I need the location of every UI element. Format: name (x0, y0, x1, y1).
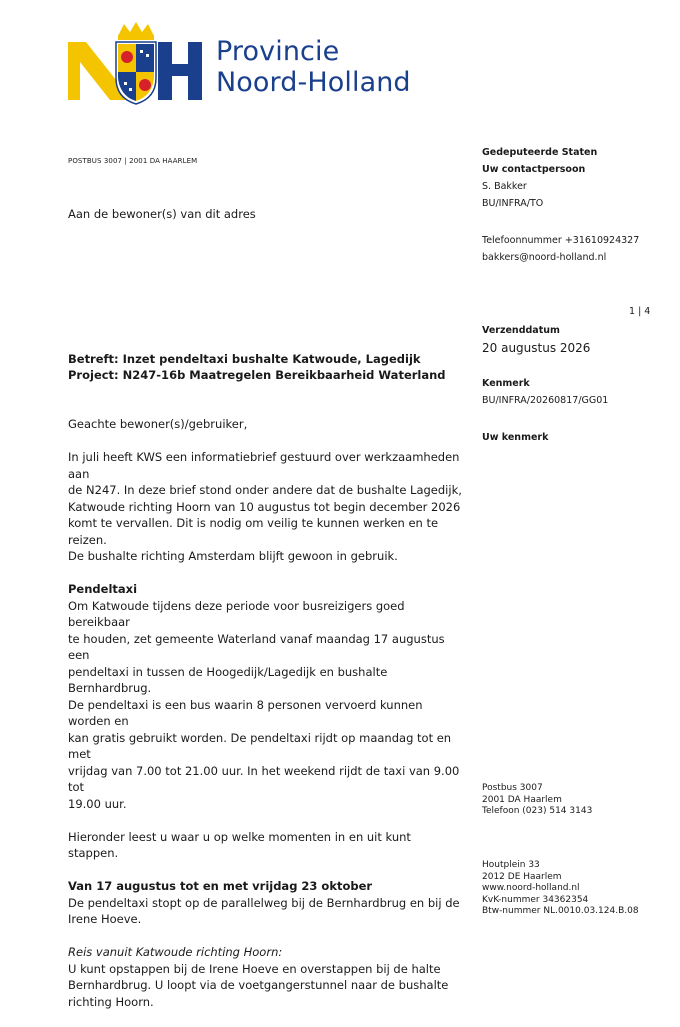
line: pendeltaxi in tussen de Hoogedijk/Lagedijk en bushalte Bernhardbrug. (68, 664, 388, 695)
subject-block (68, 351, 446, 383)
line: Katwoude richting Hoorn van 10 augustus tot begin december 2026 (68, 499, 461, 514)
contact-details (482, 232, 639, 266)
line: komt te vervallen. Dit is nodig om veilig te kunnen werken en te reizen. (68, 516, 439, 547)
paragraph-overview: Hieronder leest u waar u op welke momenten in en uit kunt stappen. (68, 829, 411, 860)
line: U kunt opstappen bij de Irene Hoeve en overstappen bij de halte (68, 961, 441, 976)
section-route (68, 944, 463, 1010)
contact-block (482, 144, 597, 212)
line: te houden, zet gemeente Waterland vanaf maandag 17 augustus een (68, 631, 445, 662)
date-value: 20 augustus 2026 (482, 341, 591, 355)
line: Bernhardbrug. U loopt via de voetgangerstunnel naar de bushalte (68, 978, 449, 992)
line: De pendeltaxi stopt op de parallelweg bij de Bernhardbrug en bij de (68, 895, 460, 910)
heading-pendeltaxi: Pendeltaxi (68, 582, 138, 596)
heading-route: Reis vanuit Katwoude richting Hoorn: (68, 945, 283, 959)
logo-line-2: Noord-Holland (216, 67, 411, 98)
line: de N247. In deze brief stond onder andere dat de bushalte Lagedijk, (68, 483, 462, 497)
footer-line: KvK-nummer 34362354 (482, 894, 589, 905)
footer-website[interactable]: www.noord-holland.nl (482, 883, 580, 893)
contact-unit: BU/INFRA/TO (482, 198, 544, 209)
return-address: POSTBUS 3007 | 2001 DA HAARLEM (68, 157, 198, 165)
footer-line: Houtplein 33 (482, 860, 540, 870)
line: 19.00 uur. (68, 796, 127, 811)
reference-block (482, 375, 608, 409)
greeting: Geachte bewoner(s)/gebruiker, (68, 417, 248, 431)
line: Irene Hoeve. (68, 912, 142, 926)
heading-period: Van 17 augustus tot en met vrijdag 23 oktober (68, 879, 373, 893)
page-number: 1 | 4 (629, 306, 651, 317)
logo-line-1: Provincie (216, 36, 340, 67)
line: kan gratis gebruikt worden. De pendeltaxi rijdt op maandag tot en met (68, 730, 452, 761)
footer-line: Postbus 3007 (482, 783, 543, 793)
footer-line: Telefoon (023) 514 3143 (482, 806, 593, 816)
phone-number: Telefoonnummer +31610924327 (482, 235, 640, 246)
logo-wordmark (216, 36, 411, 98)
line: In juli heeft KWS een informatiebrief gestuurd over werkzaamheden aan (68, 450, 460, 481)
line: De pendeltaxi is een bus waarin 8 personen vervoerd kunnen worden en (68, 697, 423, 728)
your-reference-label: Uw kenmerk (482, 432, 549, 443)
section-pendeltaxi (68, 581, 463, 812)
section-period (68, 878, 463, 928)
line: vrijdag van 7.00 tot 21.00 uur. In het weekend rijdt de taxi van 9.00 tot (68, 763, 460, 794)
postal-address (482, 783, 592, 818)
visiting-address (482, 860, 639, 918)
line: De bushalte richting Amsterdam blijft gewoon in gebruik. (68, 549, 398, 563)
recipient-address: Aan de bewoner(s) van dit adres (68, 207, 256, 221)
department: Gedeputeerde Staten (482, 147, 598, 158)
subject-line: Betreft: Inzet pendeltaxi bushalte Katwoude, Lagedijk (68, 352, 421, 366)
line: Om Katwoude tijdens deze periode voor busreizigers goed bereikbaar (68, 598, 405, 629)
footer-line: 2012 DE Haarlem (482, 871, 562, 882)
line: richting Hoorn. (68, 994, 154, 1009)
date-label: Verzenddatum (482, 325, 560, 336)
contact-label: Uw contactpersoon (482, 164, 586, 175)
paragraph-intro (68, 449, 463, 565)
reference-value: BU/INFRA/20260817/GG01 (482, 395, 609, 406)
letter-body (68, 416, 463, 1027)
footer-line: Btw-nummer NL.0010.03.124.B.08 (482, 906, 639, 916)
project-line: Project: N247-16b Maatregelen Bereikbaarheid Waterland (68, 368, 446, 382)
province-logo (66, 22, 456, 106)
nh-emblem-icon (66, 22, 206, 106)
reference-label: Kenmerk (482, 378, 530, 389)
contact-name: S. Bakker (482, 181, 527, 192)
footer-line: 2001 DA Haarlem (482, 794, 562, 805)
email-address[interactable]: bakkers@noord-holland.nl (482, 252, 607, 263)
date-block (482, 322, 560, 339)
